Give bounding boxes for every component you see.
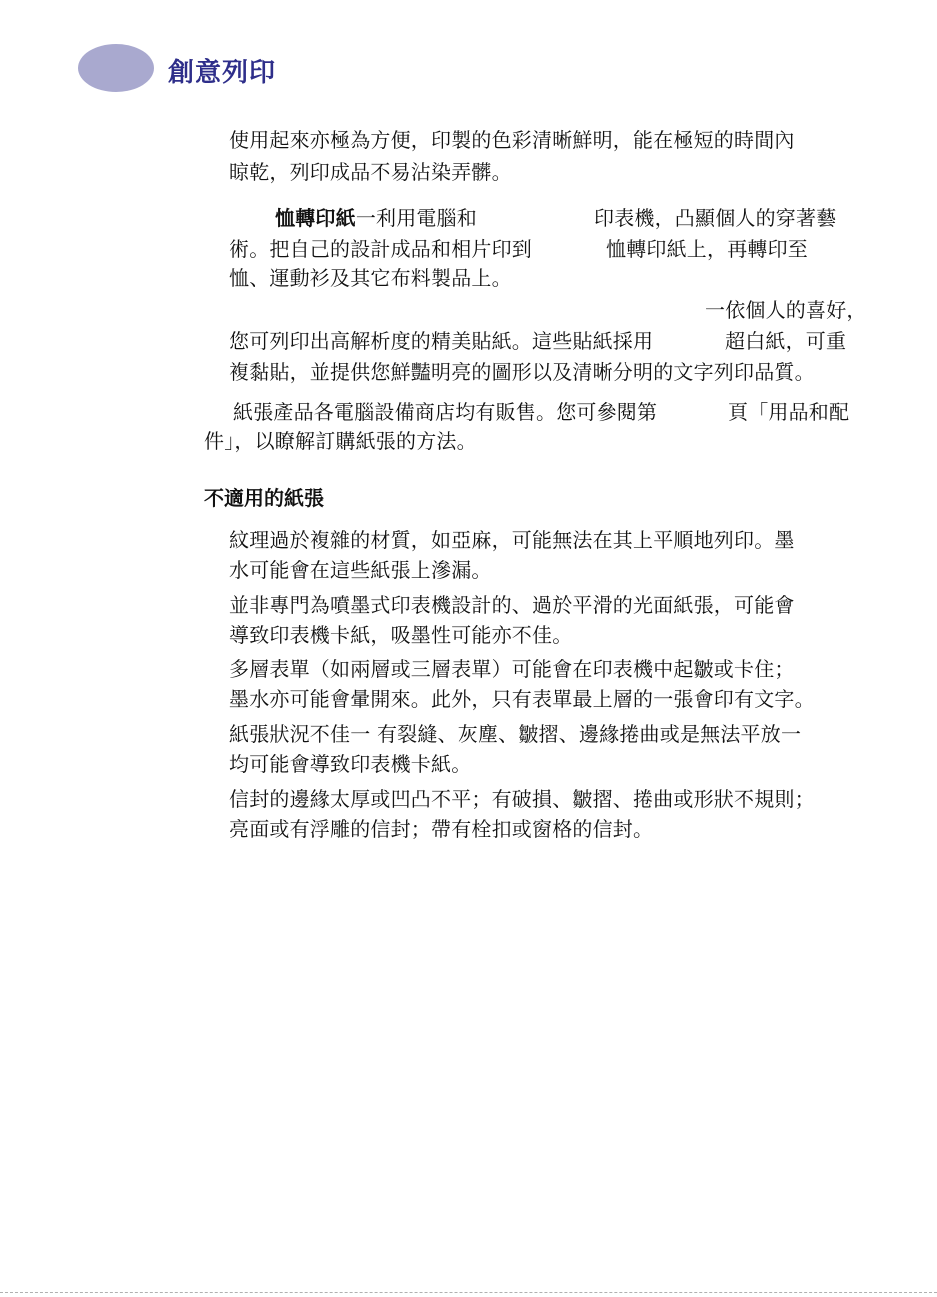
list-item-4-line-1: 紙張狀況不佳一 有裂縫、灰塵、皺摺、邊緣捲曲或是無法平放一 <box>229 722 802 746</box>
list-item-1-line-2: 水可能會在這些紙張上滲漏。 <box>229 558 492 582</box>
transfer-line-2b: 恤轉印紙上，再轉印至 <box>606 237 808 261</box>
list-item-5-line-2: 亮面或有浮雕的信封；帶有栓扣或窗格的信封。 <box>229 817 654 841</box>
list-item-2-line-1: 並非專門為噴墨式印表機設計的、過於平滑的光面紙張，可能會 <box>229 593 795 617</box>
transfer-term-label: 恤轉印紙 <box>275 206 356 230</box>
list-item-5-line-1: 信封的邊緣太厚或凹凸不平；有破損、皺摺、捲曲或形狀不規則； <box>229 787 815 811</box>
stickers-line-3: 複黏貼，並提供您鮮豔明亮的圖形以及清晰分明的文字列印品質。 <box>229 360 815 384</box>
ordering-line-1b: 頁「用品和配 <box>728 400 850 424</box>
transfer-line-1a: 一利用電腦和 <box>355 206 478 230</box>
chapter-tab-oval <box>78 44 154 92</box>
section-heading-unsuitable: 不適用的紙張 <box>204 486 324 510</box>
transfer-line-1b: 印表機，凸顯個人的穿著藝 <box>594 206 837 230</box>
ordering-line-1a: 紙張產品各電腦設備商店均有販售。您可參閱第 <box>233 400 658 424</box>
ordering-line-2: 件」，以瞭解訂購紙張的方法。 <box>204 429 477 453</box>
list-item-1-line-1: 紋理過於複雜的材質，如亞麻，可能無法在其上平順地列印。墨 <box>229 528 795 552</box>
list-item-3-line-2: 墨水亦可能會暈開來。此外，只有表單最上層的一張會印有文字。 <box>229 687 815 711</box>
stickers-line-2b: 超白紙，可重 <box>725 329 847 353</box>
list-item-4-line-2: 均可能會導致印表機卡紙。 <box>229 752 472 776</box>
transfer-line-2a: 術。把自己的設計成品和相片印到 <box>229 237 532 261</box>
transfer-term <box>275 204 477 232</box>
stickers-line-2a: 您可列印出高解析度的精美貼紙。這些貼紙採用 <box>229 329 654 353</box>
page-title: 創意列印 <box>168 58 277 88</box>
intro-line-2: 晾乾，列印成品不易沾染弄髒。 <box>229 160 512 184</box>
intro-line-1: 使用起來亦極為方便，印製的色彩清晰鮮明，能在極短的時間內 <box>229 128 795 152</box>
list-item-2-line-2: 導致印表機卡紙，吸墨性可能亦不佳。 <box>229 623 573 647</box>
bottom-divider <box>0 1292 937 1293</box>
stickers-line-1: 一依個人的喜好， <box>705 298 867 322</box>
list-item-3-line-1: 多層表單（如兩層或三層表單）可能會在印表機中起皺或卡住； <box>229 657 795 681</box>
transfer-line-3: 恤、運動衫及其它布料製品上。 <box>229 266 512 290</box>
